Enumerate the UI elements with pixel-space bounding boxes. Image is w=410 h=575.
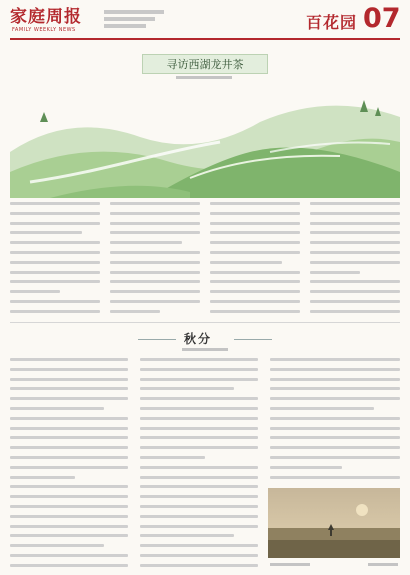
photo-caption [268, 561, 400, 569]
article-byline [176, 76, 232, 79]
article-title-band [142, 54, 268, 74]
article-column-1 [10, 202, 100, 320]
section-name: 百花园 [306, 13, 358, 32]
article2-column-2 [140, 358, 258, 574]
article-column-2 [110, 202, 200, 320]
autumn-field-photo [268, 488, 400, 558]
newspaper-logo-subtitle: FAMILY WEEKLY NEWS [12, 27, 76, 33]
tea-hills-illustration [10, 82, 400, 198]
page-number: 07 [363, 3, 401, 34]
article-title-2: 秋分 [184, 332, 213, 346]
article-byline-2 [182, 348, 228, 351]
article-column-3 [210, 202, 300, 320]
article-divider [10, 322, 400, 323]
article-title: 寻访西湖龙井茶 [166, 58, 244, 71]
masthead-rule [10, 38, 400, 40]
article-column-4 [310, 202, 400, 320]
article2-column-1 [10, 358, 128, 574]
newspaper-logo: 家庭周报 [10, 7, 82, 27]
title-ornament-left [138, 339, 176, 340]
issue-info [104, 10, 164, 31]
title-ornament-right [234, 339, 272, 340]
article2-column-3 [270, 358, 400, 485]
